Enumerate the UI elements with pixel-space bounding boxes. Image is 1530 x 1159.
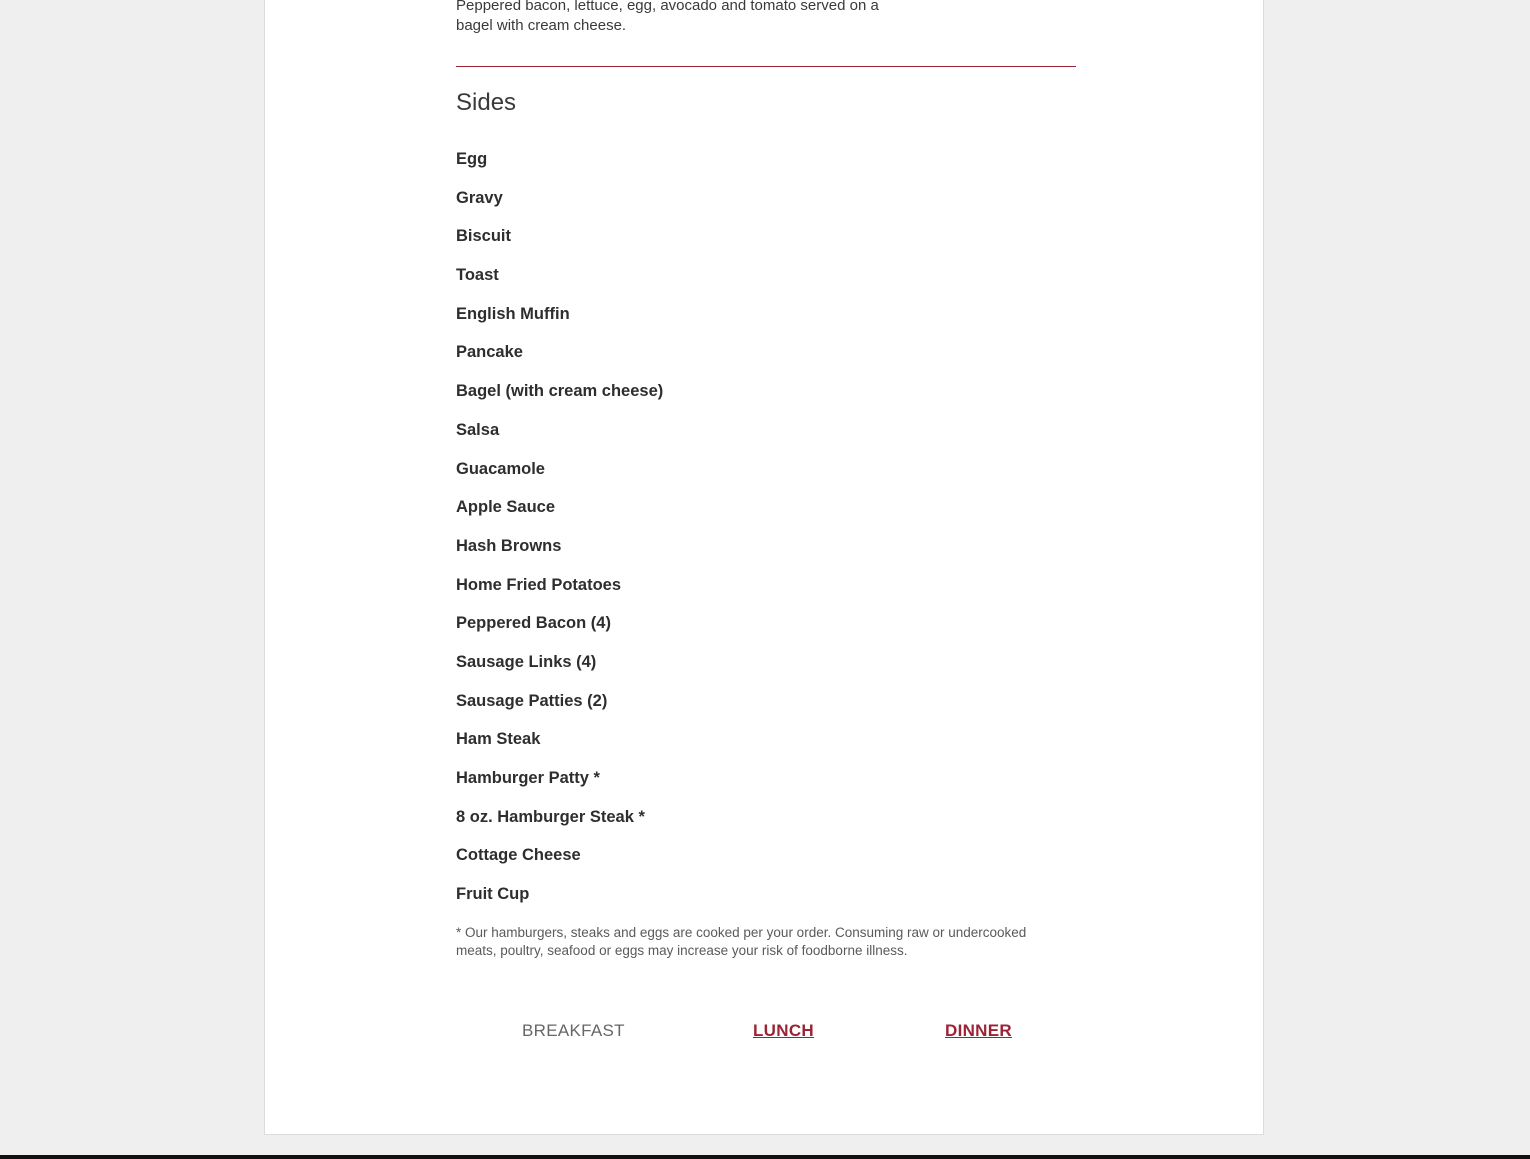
side-item: Apple Sauce (456, 498, 556, 517)
side-item: Pancake (456, 343, 523, 362)
nav-link-lunch[interactable]: LUNCH (753, 1021, 814, 1040)
side-item: Cottage Cheese (456, 846, 581, 865)
side-item: Hash Browns (456, 536, 562, 555)
side-item: Guacamole (456, 459, 545, 478)
side-item: Home Fried Potatoes (456, 575, 622, 594)
side-item: Hamburger Patty * (456, 769, 600, 787)
side-item: Peppered Bacon (4) (456, 614, 611, 633)
side-item: Ham Steak (456, 730, 541, 749)
menu-nav (456, 1020, 1076, 1044)
menu-card (264, 0, 1264, 1135)
sides-list (456, 149, 663, 923)
nav-link-dinner[interactable]: DINNER (945, 1021, 1012, 1040)
food-safety-footnote: * Our hamburgers, steaks and eggs are cooked per your order. Consuming raw or undercooked meats, poultry, seafood or eggs may increase your risk of foodborne illness. (456, 925, 1027, 958)
side-item: Fruit Cup (456, 885, 530, 904)
nav-link-breakfast[interactable]: BREAKFAST (522, 1021, 625, 1040)
side-item: Toast (456, 266, 499, 285)
side-item: Salsa (456, 420, 500, 439)
section-divider (456, 66, 1076, 67)
side-item: Sausage Links (4) (456, 652, 597, 671)
menu-content (456, 0, 1076, 1040)
side-item: Egg (456, 150, 488, 168)
footer-bar (0, 1155, 1530, 1159)
side-item: Bagel (with cream cheese) (456, 382, 664, 401)
section-title-sides: Sides (456, 89, 517, 116)
side-item: Biscuit (456, 227, 512, 246)
side-item: English Muffin (456, 304, 570, 323)
side-item: Gravy (456, 188, 503, 207)
previous-item-description: Peppered bacon, lettuce, egg, avocado and tomato served on a bagel with cream cheese. (456, 0, 879, 34)
side-item: Sausage Patties (2) (456, 691, 608, 710)
side-item: 8 oz. Hamburger Steak * (456, 807, 645, 826)
